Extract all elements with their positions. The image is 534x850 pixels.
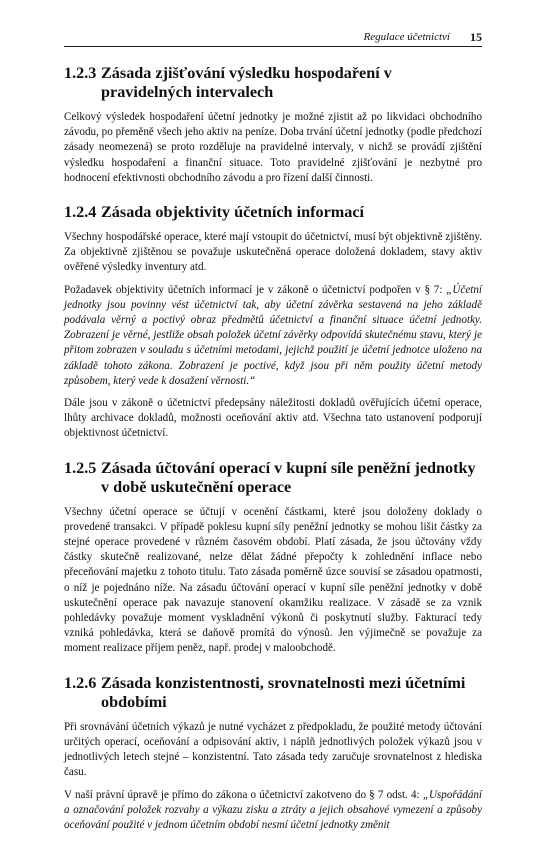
section-1-2-5 <box>64 459 482 657</box>
section-number: 1.2.4 <box>64 203 97 222</box>
section-heading <box>64 203 482 222</box>
paragraph: Při srovnávání účetních výkazů je nutné vycházet z předpokladu, že použité metody účtování určitých operací, oceňování a odpisování aktiv, i náplň jednotlivých položek výkazů jsou v jednotlivých letech stejné – konzistentní. Tato zásada tedy zaručuje srovnatelnost z hlediska času. <box>64 720 482 779</box>
paragraph-with-quote <box>64 283 482 389</box>
paragraph: Celkový výsledek hospodaření účetní jednotky je možné zjistit až po likvidaci obchodního závodu, po přeměně všech jeho aktiv na peníze. Doba trvání účetní jednotky (podle předchozí zásady neomezená) se proto rozděluje na pravidelné intervaly, v nichž se provádí zjištění výsledku hospodaření a finanční situace. Toto pravidelné zjišťování je nezbytné pro hodnocení efektivnosti obchodního závodu a pro řízení další činnosti. <box>64 111 482 184</box>
section-title: Zásada účtování operací v kupní síle peněžní jednotky v době uskutečnění operace <box>101 458 476 496</box>
section-1-2-4 <box>64 203 482 442</box>
section-title: Zásada konzistentnosti, srovnatelnosti mezi účetními obdobími <box>101 673 466 711</box>
paragraph-text: Požadavek objektivity účetních informací je v zákoně o účetnictví podpořen v § 7: <box>64 283 443 296</box>
section-title: Zásada zjišťování výsledku hospodaření v pravidelných intervalech <box>101 64 392 101</box>
section-number: 1.2.5 <box>64 458 97 477</box>
running-head-title: Regulace účetnictví <box>363 31 450 43</box>
paragraph: Všechny hospodářské operace, které mají vstoupit do účetnictví, musí být objektivně zjištěny. Za objektivně zjištěnou se považuje uskutečněná operace doložená dokladem, stavy aktiv ověřené výsledky inventury atd. <box>64 231 482 274</box>
section-number: 1.2.3 <box>64 64 97 82</box>
paragraph-text: V naší právní úpravě je přímo do zákona o účetnictví zakotveno do § 7 odst. 4: <box>64 788 420 801</box>
law-quote: „Účetní jednotky jsou povinny vést účetnictví tak, aby účetní závěrka sestavená na jeho základě podávala věrný a poctivý obraz předmětů účetnictví a finanční situace účetní jednotky. Zobrazení je věrné, jestliže obsah položek účetní závěrky odpovídá skutečnému stavu, který je přitom zobrazen v souladu s účetními metodami, jejichž použití je účetní jednotce uloženo na základě tohoto zákona. Zobrazení je poctivé, když jsou při něm použity účetní metody způsobem, který vede k dosažení věrnosti.“ <box>64 283 482 387</box>
section-heading <box>64 674 482 712</box>
section-1-2-6 <box>64 674 482 833</box>
law-quote: „Uspořádání a označování položek rozvahy a výkazu zisku a ztráty a jejich obsahové vymezení a způsoby oceňování použité v jednom účetním období nesmí účetní jednotky změnit <box>64 788 482 831</box>
section-1-2-3 <box>64 64 482 186</box>
section-heading <box>64 64 482 102</box>
page-content <box>64 64 482 850</box>
running-head <box>64 26 482 47</box>
section-title: Zásada objektivity účetních informací <box>101 203 365 222</box>
paragraph: Dále jsou v zákoně o účetnictví předepsány náležitosti dokladů ověřujících účetní operace, lhůty archivace dokladů, možnosti oceňování aktiv atd. Všechna tato ustanovení podporují objektivnost účetnictví. <box>64 397 482 440</box>
page-number: 15 <box>470 30 482 44</box>
section-heading <box>64 459 482 497</box>
section-number: 1.2.6 <box>64 673 97 692</box>
paragraph-with-quote <box>64 788 482 834</box>
paragraph: Všechny účetní operace se účtují v ocenění částkami, které jsou doloženy doklady o provedené transakci. V případě poklesu kupní síly peněžní jednotky se mohou lišit částky za stejné operace provedené v různém časovém období. Platí zásada, že jsou účtovány vždy částky skutečně realizované, nelze dělat žádné přepočty k zohlednění inflace nebo přeceňování majetku z tohoto titulu. Tato zásada poměrně úzce souvisí se zásadou opatrnosti, o níž je pojednáno níže. Na zásadu účtování operací v kupní síle peněžní jednotky v době uskutečnění operace pak navazuje stanovení okamžiku realizace. V zásadě se za vznik pohledávky považuje moment vyskladnění výkonů či poskytnutí služby. Fakturací tedy vzniká pohledávka, která se daňově promítá do výnosů. Jen výjimečně se považuje za moment realizace příjem peněz, např. prodej v maloobchodě. <box>64 505 482 655</box>
